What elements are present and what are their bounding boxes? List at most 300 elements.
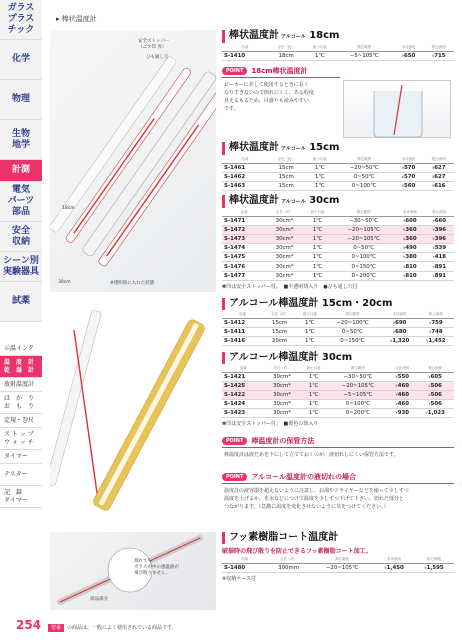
yen-mark: ¥ bbox=[390, 338, 393, 343]
sidebar-sub-tester[interactable]: テスター bbox=[0, 464, 42, 486]
yen-mark: ¥ bbox=[395, 374, 398, 379]
yen-mark: ¥ bbox=[432, 183, 435, 188]
cell: 30cm* bbox=[265, 400, 300, 409]
section-title bbox=[222, 142, 454, 155]
section-15cm bbox=[222, 142, 454, 191]
price-tax: 396 bbox=[434, 235, 447, 242]
sidebar-item-electric[interactable]: 電気 パーツ 部品 bbox=[0, 182, 42, 222]
table-row bbox=[222, 253, 454, 262]
cell: 1℃ bbox=[305, 172, 335, 181]
col-header: 税込価格 bbox=[414, 557, 454, 563]
cell: 1℃ bbox=[303, 253, 332, 262]
point-tag: POINT bbox=[222, 67, 247, 75]
section-title: フッ素樹脂コート温度計 bbox=[222, 532, 454, 544]
yen-mark: ¥ bbox=[428, 402, 431, 407]
cell-price-tax bbox=[416, 400, 454, 409]
col-header: 全長（約） bbox=[268, 45, 305, 51]
cell: 1℃ bbox=[303, 216, 332, 225]
section-alcohol-15-20 bbox=[222, 298, 454, 346]
cell: 30cm* bbox=[266, 225, 302, 234]
point-tag: POINT bbox=[222, 473, 247, 481]
sidebar-sub-ruler[interactable]: 定規・巻尺 bbox=[0, 414, 42, 428]
table-row bbox=[222, 327, 454, 336]
cell-price-tax bbox=[425, 271, 454, 280]
section-title bbox=[222, 30, 454, 43]
cell-code: S-1410 bbox=[222, 51, 268, 60]
col-header: 本体価格 bbox=[393, 45, 423, 51]
yen-mark: ¥ bbox=[384, 565, 387, 570]
sidebar-item-bio[interactable]: 生物 地学 bbox=[0, 120, 42, 160]
title-text: 棒状温度計 bbox=[229, 195, 279, 206]
sidebar-sub-ink[interactable]: 示温インク bbox=[0, 342, 42, 356]
sidebar-item-glass[interactable]: ガラス プラス チック bbox=[0, 0, 42, 40]
cell-price-tax bbox=[424, 51, 454, 60]
title-size: 15cm bbox=[309, 142, 340, 153]
spec-table bbox=[222, 557, 454, 573]
table-row bbox=[222, 400, 454, 409]
cell: 1℃ bbox=[303, 262, 332, 271]
fluorine-thermometer-illustration bbox=[50, 532, 216, 610]
table-row bbox=[222, 216, 454, 225]
price: 680 bbox=[395, 328, 407, 335]
cell-price bbox=[395, 244, 424, 253]
section-title: アルコール棒温度計 15cm・20cm bbox=[222, 298, 454, 310]
thermometer-photo-1 bbox=[50, 30, 216, 292]
point-head bbox=[222, 436, 454, 448]
cell-code: S-1463 bbox=[222, 181, 268, 190]
cell: 30cm* bbox=[266, 244, 302, 253]
cell: 0~200℃ bbox=[332, 271, 395, 280]
yen-mark: ¥ bbox=[395, 402, 398, 407]
col-header: 税込価格 bbox=[416, 366, 454, 372]
col-header: 全長（約） bbox=[265, 366, 300, 372]
cell-price bbox=[393, 51, 423, 60]
price-tax: 1,595 bbox=[426, 564, 444, 571]
cell: 0~100℃ bbox=[332, 253, 395, 262]
breadcrumb-label: 棒状温度計 bbox=[61, 15, 97, 23]
col-header: 最小目盛 bbox=[303, 210, 332, 216]
price: 460 bbox=[397, 382, 409, 389]
yen-mark: ¥ bbox=[401, 53, 404, 58]
cell-price bbox=[382, 336, 418, 345]
yen-mark: ¥ bbox=[432, 227, 435, 232]
cell: −20~105℃ bbox=[332, 225, 395, 234]
cell-price bbox=[388, 409, 416, 418]
cell: 0~50℃ bbox=[323, 327, 381, 336]
yen-mark: ¥ bbox=[432, 264, 435, 269]
table-row bbox=[222, 244, 454, 253]
sidebar-item-reagent[interactable]: 試薬 bbox=[0, 282, 42, 322]
cell-price bbox=[393, 181, 423, 190]
cell: −5~105℃ bbox=[335, 51, 393, 60]
cell: 0~150℃ bbox=[323, 336, 381, 345]
thermometer-photo-2 bbox=[50, 300, 216, 526]
cell: 15cm bbox=[263, 318, 296, 327]
section-subtitle: 破損時の飛び散りを防止できるフッ素樹脂コート加工。 bbox=[222, 548, 372, 555]
yen-mark: ¥ bbox=[403, 264, 406, 269]
cell: 15cm bbox=[268, 181, 305, 190]
cell: 0~150℃ bbox=[332, 262, 395, 271]
point-body: 温度計の液容器を超えないように注意し、お湯やドライヤーなどを使って少しずつ 温度を上げるか、氷水などにつけて温度を少しずつ下げて下さい。切れた部分と つながります。（急激に温度を変化させないように気をつけてください。） bbox=[224, 488, 409, 510]
cell-price bbox=[393, 163, 423, 172]
cell-price bbox=[395, 253, 424, 262]
yen-mark: ¥ bbox=[401, 174, 404, 179]
cell: −5~105℃ bbox=[328, 390, 388, 399]
cell: 0~100℃ bbox=[335, 181, 393, 190]
price: 1,450 bbox=[386, 564, 404, 571]
sidebar-sub-scale[interactable]: は か り お も り bbox=[0, 392, 42, 414]
cell-price bbox=[388, 381, 416, 390]
yen-mark: ¥ bbox=[432, 165, 435, 170]
cell-price-tax bbox=[416, 409, 454, 418]
table-row bbox=[222, 563, 454, 572]
price-tax: 891 bbox=[434, 263, 447, 270]
point-head bbox=[222, 66, 340, 78]
price: 490 bbox=[405, 245, 417, 252]
cell-code: S-1480 bbox=[222, 563, 267, 572]
section-note: ✽印は安全ストッパー付。 ■半透明筒入り ●ひも通し穴付 bbox=[222, 283, 358, 290]
cell-price-tax bbox=[424, 181, 454, 190]
yen-mark: ¥ bbox=[432, 246, 435, 251]
cell: 1℃ bbox=[303, 225, 332, 234]
spec-table bbox=[222, 366, 454, 418]
col-header: 品番 bbox=[222, 312, 263, 318]
thermometer-illustration bbox=[50, 30, 216, 292]
cell-price bbox=[382, 318, 418, 327]
price-tax: 616 bbox=[434, 182, 446, 189]
table-row bbox=[222, 390, 454, 399]
fluorine-thermometer-photo bbox=[50, 532, 216, 610]
cell-code: S-1461 bbox=[222, 163, 268, 172]
yen-mark: ¥ bbox=[403, 255, 406, 260]
beaker-illustration bbox=[344, 81, 452, 139]
cell-price-tax bbox=[418, 336, 454, 345]
price: 810 bbox=[405, 272, 417, 279]
yen-mark: ¥ bbox=[432, 255, 435, 260]
cell-code: S-1462 bbox=[222, 172, 268, 181]
cell: 1℃ bbox=[303, 234, 332, 243]
table-row bbox=[222, 181, 454, 190]
table-row bbox=[222, 372, 454, 381]
cell: 30cm* bbox=[266, 216, 302, 225]
cell-price bbox=[395, 216, 424, 225]
table-row bbox=[222, 51, 454, 60]
yen-mark: ¥ bbox=[395, 392, 398, 397]
caption-30cm: 30cm bbox=[58, 280, 71, 285]
cell: 15cm bbox=[268, 172, 305, 181]
cell: 30cm* bbox=[266, 253, 302, 262]
col-header: 品番 bbox=[222, 366, 265, 372]
point-title: 棒温度計の保管方法 bbox=[251, 437, 315, 445]
cell: 0~50℃ bbox=[332, 244, 395, 253]
price-tax: 506 bbox=[430, 382, 442, 389]
cell: 30cm* bbox=[266, 234, 302, 243]
cell-price-tax bbox=[418, 318, 454, 327]
cell-price bbox=[388, 390, 416, 399]
point-body: 棒温度計は液だめを下にして立てておくのが、液切れしにくい保管方法です。 bbox=[224, 452, 399, 458]
breadcrumb: ▸ 棒状温度計 bbox=[56, 15, 97, 23]
table-row bbox=[222, 163, 454, 172]
section-title bbox=[222, 195, 454, 208]
footer-badge: 型番 bbox=[48, 624, 64, 632]
cell: 0~100℃ bbox=[328, 400, 388, 409]
cell: 1℃ bbox=[303, 244, 332, 253]
cell: −20~105℃ bbox=[328, 381, 388, 390]
cell-code: S-1471 bbox=[222, 216, 266, 225]
col-header: 品番 bbox=[222, 557, 267, 563]
title-small: アルコール bbox=[281, 199, 306, 205]
yen-mark: ¥ bbox=[425, 411, 428, 416]
col-header: 本体価格 bbox=[374, 557, 414, 563]
col-header: 税込価格 bbox=[424, 45, 454, 51]
col-header: 品番 bbox=[222, 45, 268, 51]
price: 560 bbox=[403, 182, 416, 189]
cell-code: S-1421 bbox=[222, 372, 265, 381]
cell: 30cm* bbox=[265, 372, 300, 381]
title-size: 18cm bbox=[309, 30, 340, 41]
sidebar-item-chem[interactable]: 化学 bbox=[0, 40, 42, 80]
price: 690 bbox=[395, 319, 407, 326]
cell: 30cm* bbox=[266, 262, 302, 271]
col-header: 品番 bbox=[222, 210, 266, 216]
title-small: アルコール bbox=[281, 146, 306, 152]
price: 570 bbox=[403, 173, 416, 180]
col-header: 測定範囲 bbox=[335, 45, 393, 51]
yen-mark: ¥ bbox=[426, 338, 429, 343]
table-row bbox=[222, 172, 454, 181]
price: 380 bbox=[405, 254, 417, 261]
table-row bbox=[222, 262, 454, 271]
cell: 1℃ bbox=[305, 181, 335, 190]
cell-code: S-1476 bbox=[222, 262, 266, 271]
table-row bbox=[222, 318, 454, 327]
point-storage bbox=[222, 436, 454, 462]
cell-code: S-1423 bbox=[222, 409, 265, 418]
yen-mark: ¥ bbox=[432, 53, 435, 58]
cell: 15cm bbox=[268, 163, 305, 172]
caption-stopper: 安全ストッパー （ニタ印 赤） bbox=[138, 39, 170, 50]
price-tax: 715 bbox=[434, 52, 446, 59]
price-tax: 748 bbox=[431, 328, 443, 335]
section-note: ✽印は安全ストッパー付。 ■黄色の筒入り bbox=[222, 421, 319, 428]
page-number: 254 bbox=[16, 618, 42, 632]
cell-price-tax bbox=[425, 216, 454, 225]
price-tax: 660 bbox=[434, 217, 447, 224]
col-header: 全長（約） bbox=[267, 557, 310, 563]
sidebar-item-scene[interactable]: シーン別 実験器具 bbox=[0, 252, 42, 282]
section-title: アルコール棒温度計 30cm bbox=[222, 352, 454, 364]
yen-mark: ¥ bbox=[432, 174, 435, 179]
cell-code: S-1473 bbox=[222, 234, 266, 243]
yen-mark: ¥ bbox=[395, 411, 398, 416]
cell-code: S-1422 bbox=[222, 390, 265, 399]
cell-price-tax bbox=[416, 390, 454, 399]
col-header: 全長（約） bbox=[266, 210, 302, 216]
price-tax: 627 bbox=[434, 173, 446, 180]
price: 810 bbox=[405, 263, 417, 270]
cell-price bbox=[388, 372, 416, 381]
yen-mark: ¥ bbox=[432, 236, 435, 241]
spec-table bbox=[222, 312, 454, 346]
yen-mark: ¥ bbox=[403, 236, 406, 241]
price: 460 bbox=[397, 401, 409, 408]
cell-price-tax bbox=[416, 381, 454, 390]
yen-mark: ¥ bbox=[432, 273, 435, 278]
col-header: 全長（約） bbox=[263, 312, 296, 318]
cell: 1℃ bbox=[303, 271, 332, 280]
cell-price-tax bbox=[424, 163, 454, 172]
yen-mark: ¥ bbox=[424, 565, 427, 570]
col-header: 最小目盛 bbox=[296, 312, 323, 318]
price-tax: 418 bbox=[434, 254, 447, 261]
cell-code: S-1475 bbox=[222, 253, 266, 262]
section-30cm bbox=[222, 195, 454, 290]
caption-fall: 割れても ガラスが中の感温液が 飛び散りません。 bbox=[134, 559, 179, 576]
price: 570 bbox=[403, 164, 416, 171]
cell-price-tax bbox=[425, 234, 454, 243]
point-liquid-break bbox=[222, 472, 454, 514]
yen-mark: ¥ bbox=[392, 320, 396, 325]
table-row bbox=[222, 381, 454, 390]
col-header: 測定範囲 bbox=[328, 366, 388, 372]
col-header: 品番 bbox=[222, 157, 268, 163]
cell: 0~200℃ bbox=[328, 409, 388, 418]
cell-price bbox=[388, 400, 416, 409]
table-row bbox=[222, 225, 454, 234]
cell: −30~50℃ bbox=[332, 216, 395, 225]
cell-code: S-1425 bbox=[222, 381, 265, 390]
cell-price bbox=[374, 563, 414, 572]
cell: 15cm bbox=[263, 327, 296, 336]
price-tax: 1,023 bbox=[427, 410, 445, 417]
col-header: 本体価格 bbox=[388, 366, 416, 372]
cell: 20cm bbox=[263, 336, 296, 345]
title-text: 棒状温度計 bbox=[229, 142, 279, 153]
price: 600 bbox=[405, 217, 417, 224]
spec-table bbox=[222, 210, 454, 281]
cell-code: S-1477 bbox=[222, 271, 266, 280]
beaker-photo bbox=[343, 80, 451, 138]
price: 360 bbox=[405, 235, 417, 242]
cell: 1℃ bbox=[299, 400, 327, 409]
alcohol-thermometer-illustration bbox=[50, 300, 216, 526]
col-header: 測定範囲 bbox=[323, 312, 381, 318]
yen-mark: ¥ bbox=[395, 383, 398, 388]
cell-price-tax bbox=[416, 372, 454, 381]
sidebar-item-safety[interactable]: 安全 収納 bbox=[0, 222, 42, 252]
sidebar-sub-thermometer[interactable]: 温 度 計 乾 湿 計 bbox=[0, 356, 42, 378]
point-title: 18cm棒状温度計 bbox=[251, 67, 308, 75]
col-header: 本体価格 bbox=[382, 312, 418, 318]
sidebar-sub-recorder[interactable]: 記 録 タイマー bbox=[0, 486, 42, 508]
cell: −20~105℃ bbox=[332, 234, 395, 243]
price-tax: 759 bbox=[431, 319, 443, 326]
price: 360 bbox=[405, 226, 417, 233]
price: 1,320 bbox=[392, 337, 410, 344]
sidebar-item-physics[interactable]: 物理 bbox=[0, 80, 42, 120]
price: 460 bbox=[397, 391, 409, 398]
col-header: 本体価格 bbox=[393, 157, 423, 163]
cell-price bbox=[395, 225, 424, 234]
point-tag: POINT bbox=[222, 437, 247, 445]
spec-table bbox=[222, 45, 454, 61]
cell-price-tax bbox=[425, 225, 454, 234]
cell: 300mm bbox=[267, 563, 310, 572]
col-header: 最小目盛 bbox=[305, 45, 335, 51]
price: 550 bbox=[397, 373, 409, 380]
price: 930 bbox=[397, 410, 409, 417]
cell-price-tax bbox=[418, 327, 454, 336]
cell-code: S-1416 bbox=[222, 336, 263, 345]
yen-mark: ¥ bbox=[401, 165, 404, 170]
cell-code: S-1424 bbox=[222, 400, 265, 409]
price-tax: 891 bbox=[434, 272, 447, 279]
yen-mark: ¥ bbox=[429, 320, 432, 325]
col-header: 測定範囲 bbox=[310, 557, 374, 563]
table-row bbox=[222, 271, 454, 280]
title-size: 30cm bbox=[309, 195, 340, 206]
cell-price-tax bbox=[424, 172, 454, 181]
cell: 1℃ bbox=[305, 51, 335, 60]
section-fluorine bbox=[222, 532, 454, 582]
cell: 0~50℃ bbox=[335, 172, 393, 181]
cell-code: S-1412 bbox=[222, 318, 263, 327]
sidebar-item-measure[interactable]: 計測 bbox=[0, 160, 42, 182]
caption-18cm: 18cm bbox=[62, 206, 75, 211]
yen-mark: ¥ bbox=[401, 183, 404, 188]
cell-price bbox=[382, 327, 418, 336]
price-tax: 506 bbox=[430, 391, 442, 398]
yen-mark: ¥ bbox=[403, 246, 406, 251]
table-row bbox=[222, 234, 454, 243]
price-tax: 605 bbox=[430, 373, 442, 380]
point-18cm bbox=[222, 66, 340, 116]
cell: −30~50℃ bbox=[328, 372, 388, 381]
cell-price-tax bbox=[425, 262, 454, 271]
cell: 30cm* bbox=[265, 409, 300, 418]
footer-note bbox=[48, 624, 177, 631]
price-tax: 1,452 bbox=[428, 337, 446, 344]
col-header: 全長（約） bbox=[268, 157, 305, 163]
sidebar-sub-timer[interactable]: タイマー bbox=[0, 450, 42, 464]
cell-price bbox=[393, 172, 423, 181]
cell-code: S-1472 bbox=[222, 225, 266, 234]
cell-price-tax bbox=[425, 253, 454, 262]
cell-price bbox=[395, 262, 424, 271]
point-head bbox=[222, 472, 454, 484]
title-text: 棒状温度計 bbox=[229, 30, 279, 41]
footer-text: の商品は、一般によく使用されている商品です。 bbox=[67, 625, 177, 631]
section-note: ※収納ケース付 bbox=[222, 575, 256, 582]
sidebar-sub-stopwatch[interactable]: ス ト ッ プ ウ ォ ッ チ bbox=[0, 428, 42, 450]
cell: 1℃ bbox=[299, 381, 327, 390]
yen-mark: ¥ bbox=[428, 392, 431, 397]
cell: 1℃ bbox=[299, 409, 327, 418]
price: 650 bbox=[403, 52, 416, 59]
col-header: 最小目盛 bbox=[305, 157, 335, 163]
yen-mark: ¥ bbox=[392, 329, 396, 334]
price-tax: 627 bbox=[434, 164, 446, 171]
cell-price bbox=[395, 271, 424, 280]
cell: −20~105℃ bbox=[310, 563, 374, 572]
col-header: 税込価格 bbox=[425, 210, 454, 216]
cell: 1℃ bbox=[296, 327, 323, 336]
cell: 1℃ bbox=[296, 336, 323, 345]
caption-hook: ひも通し穴 bbox=[146, 55, 169, 60]
yen-mark: ¥ bbox=[432, 218, 435, 223]
sidebar-sub-radiation[interactable]: 放射温度計 bbox=[0, 378, 42, 392]
col-header: 税込価格 bbox=[418, 312, 454, 318]
